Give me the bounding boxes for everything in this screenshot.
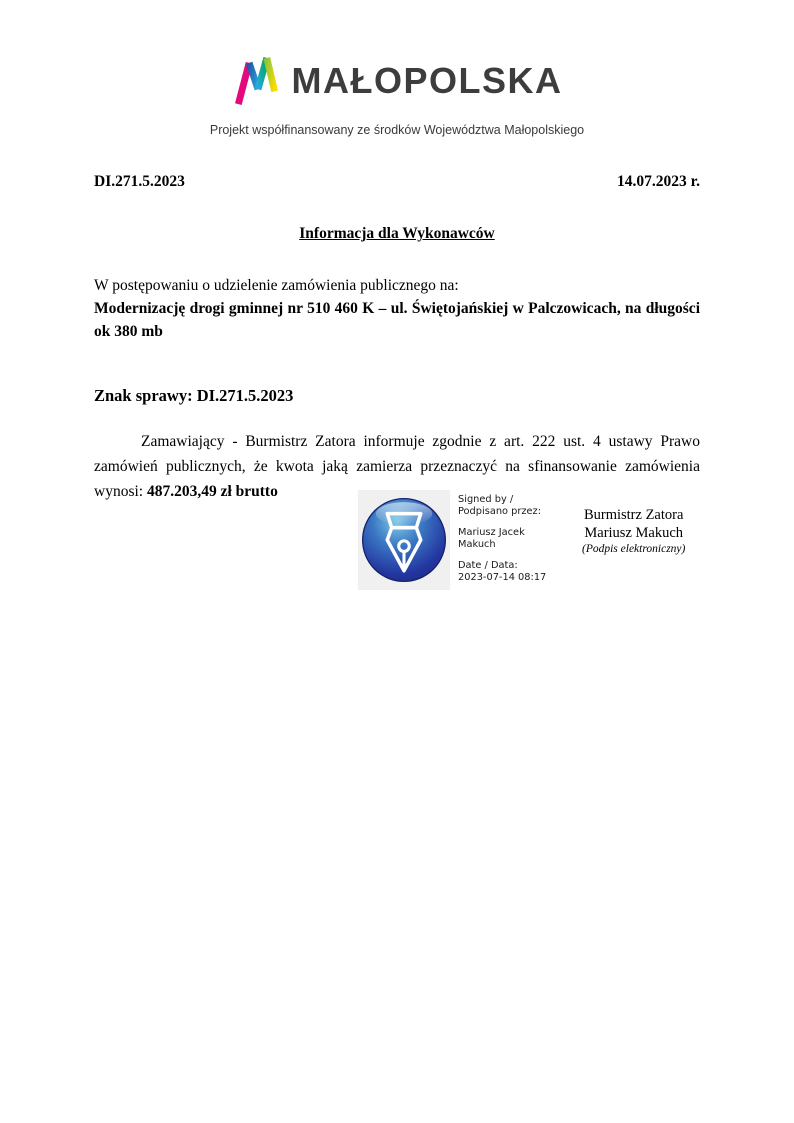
document-content bbox=[94, 170, 700, 504]
malopolska-logo bbox=[232, 54, 563, 108]
paragraph-text: Zamawiający - Burmistrz Zatora informuje zgodnie z art. 222 ust. 4 ustawy Prawo zamówień publicznych, że kwota jaką zamierza przeznaczyć na sfinansowanie zamówienia wynosi: bbox=[94, 433, 700, 500]
meta-row bbox=[94, 170, 700, 193]
signed-by-label bbox=[458, 494, 560, 517]
date-value: 2023-07-14 08:17 bbox=[458, 571, 547, 583]
signature-block bbox=[358, 490, 685, 590]
header bbox=[0, 0, 794, 137]
signed-by-line-2: Podpisano przez: bbox=[458, 505, 541, 517]
reference-number: DI.271.5.2023 bbox=[94, 173, 185, 190]
logo-subtitle: Projekt współfinansowany ze środków Województwa Małopolskiego bbox=[209, 123, 585, 137]
signer-name-line-1: Mariusz Jacek bbox=[458, 527, 525, 539]
intro-line: W postępowaniu o udzielenie zamówienia publicznego na: bbox=[94, 276, 459, 294]
signature-date bbox=[458, 560, 560, 583]
malopolska-m-icon bbox=[232, 54, 282, 108]
signer-name bbox=[458, 527, 560, 550]
case-number-line: Znak sprawy: DI.271.5.2023 bbox=[94, 386, 294, 406]
date-label: Date / Data: bbox=[458, 560, 518, 572]
electronic-signature-stamp bbox=[358, 490, 560, 590]
signer-name-line-2: Makuch bbox=[458, 538, 496, 550]
signed-by-line-1: Signed by / bbox=[458, 494, 514, 505]
procurement-subject bbox=[94, 297, 700, 344]
signer-fullname: Mariusz Makuch bbox=[584, 525, 684, 542]
signer-role: Burmistrz Zatora bbox=[583, 507, 684, 523]
document-date: 14.07.2023 r. bbox=[617, 173, 700, 190]
subject-line-2: ok 380 mb bbox=[94, 323, 163, 340]
stamp-text bbox=[458, 490, 560, 583]
subject-line-1: Modernizację drogi gminnej nr 510 460 K – ul. Świętojańskiej w Palczowicach, na długości bbox=[94, 299, 700, 317]
logo-wordmark: MAŁOPOLSKA bbox=[291, 60, 563, 101]
signer-title-block bbox=[582, 490, 685, 557]
amount-value: 487.203,49 zł brutto bbox=[146, 482, 278, 500]
document-title: Informacja dla Wykonawców bbox=[299, 225, 495, 243]
pen-nib-icon bbox=[360, 496, 448, 584]
electronic-signature-note: (Podpis elektroniczny) bbox=[582, 543, 686, 556]
stamp-icon-box bbox=[358, 490, 450, 590]
